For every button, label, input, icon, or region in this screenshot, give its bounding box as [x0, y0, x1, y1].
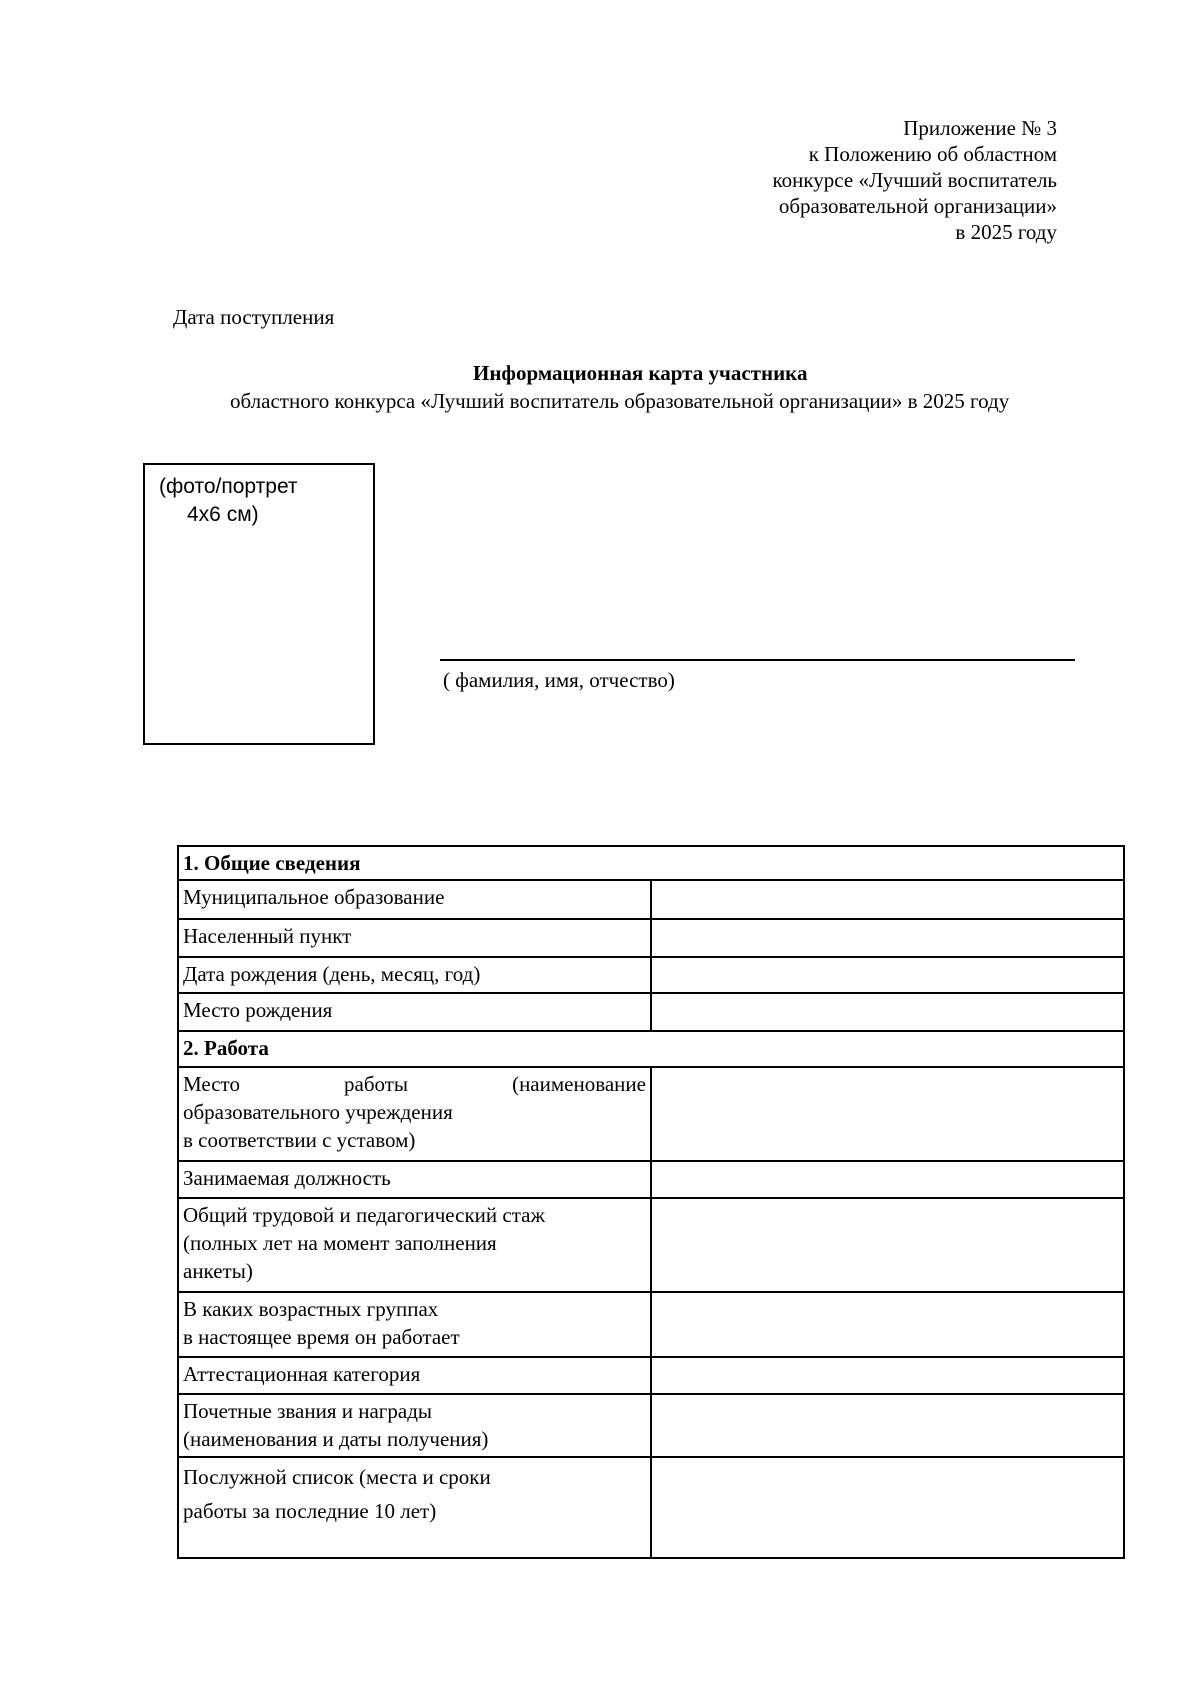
- answer-cell[interactable]: [651, 1292, 1124, 1357]
- word: (наименование: [512, 1072, 646, 1096]
- table-row: [178, 957, 1124, 993]
- answer-cell[interactable]: [651, 919, 1124, 957]
- awards-line-1: Почетные звания и награды: [183, 1399, 433, 1423]
- section-title-work: 2. Работа: [178, 1031, 1124, 1067]
- table-row: [178, 919, 1124, 957]
- row-label: Аттестационная категория: [178, 1357, 651, 1394]
- workplace-line-3: в соответствии с уставом): [183, 1128, 416, 1152]
- section-row: [178, 846, 1124, 880]
- section-row: [178, 1031, 1124, 1067]
- table-row: [178, 993, 1124, 1031]
- service-record-line-1: Послужной список (места и сроки: [183, 1465, 491, 1489]
- answer-cell[interactable]: [651, 1357, 1124, 1394]
- appendix-line: в 2025 году: [955, 220, 1057, 244]
- age-groups-line-1: В каких возрастных группах: [183, 1297, 439, 1321]
- answer-cell[interactable]: [651, 957, 1124, 993]
- full-name-field-line[interactable]: [440, 659, 1075, 661]
- page-title: Информационная карта участника: [473, 361, 808, 385]
- row-label: Дата рождения (день, месяц, год): [178, 957, 651, 993]
- photo-label: (фото/портрет: [159, 475, 298, 498]
- row-label: Муниципальное образование: [178, 880, 651, 919]
- answer-cell[interactable]: [651, 993, 1124, 1031]
- table-row: [178, 1292, 1124, 1357]
- service-record-line-2: работы за последние 10 лет): [183, 1499, 437, 1523]
- row-label-workplace: [178, 1067, 651, 1161]
- experience-line-2: (полных лет на момент заполнения: [183, 1231, 497, 1255]
- section-title-general: 1. Общие сведения: [178, 846, 1124, 880]
- appendix-header: [773, 115, 1057, 245]
- appendix-line: к Положению об областном: [808, 142, 1057, 166]
- info-table: [177, 845, 1125, 1559]
- table-row: [178, 1394, 1124, 1457]
- word: Место: [183, 1072, 240, 1096]
- row-label: Населенный пункт: [178, 919, 651, 957]
- appendix-line: образовательной организации»: [778, 194, 1057, 218]
- page-subtitle: областного конкурса «Лучший воспитатель образовательной организации» в 2025 году: [230, 389, 1010, 413]
- receipt-date-label: Дата поступления: [173, 305, 335, 329]
- photo-placeholder: [143, 463, 375, 745]
- awards-line-2: (наименования и даты получения): [183, 1427, 489, 1451]
- row-label: Место рождения: [178, 993, 651, 1031]
- row-label: Занимаемая должность: [178, 1161, 651, 1198]
- table-row: [178, 1357, 1124, 1394]
- table-row: [178, 1161, 1124, 1198]
- row-label-experience: [178, 1198, 651, 1292]
- full-name-caption: ( фамилия, имя, отчество): [443, 668, 675, 692]
- photo-size-label: 4х6 см): [187, 503, 259, 526]
- answer-cell[interactable]: [651, 1198, 1124, 1292]
- table-row: [178, 1067, 1124, 1161]
- word: работы: [344, 1072, 409, 1096]
- row-label-service-record: [178, 1457, 651, 1558]
- appendix-line: Приложение № 3: [903, 116, 1057, 140]
- table-row: [178, 1198, 1124, 1292]
- workplace-line-2: образовательного учреждения: [183, 1100, 453, 1124]
- workplace-line-1: [183, 1070, 646, 1098]
- answer-cell[interactable]: [651, 1067, 1124, 1161]
- row-label-age-groups: [178, 1292, 651, 1357]
- answer-cell[interactable]: [651, 1457, 1124, 1558]
- table-row: [178, 1457, 1124, 1558]
- answer-cell[interactable]: [651, 1161, 1124, 1198]
- row-label-awards: [178, 1394, 651, 1457]
- table-row: [178, 880, 1124, 919]
- answer-cell[interactable]: [651, 1394, 1124, 1457]
- experience-line-3: анкеты): [183, 1259, 253, 1283]
- experience-line-1: Общий трудовой и педагогический стаж: [183, 1203, 545, 1227]
- appendix-line: конкурсе «Лучший воспитатель: [772, 168, 1057, 192]
- answer-cell[interactable]: [651, 880, 1124, 919]
- age-groups-line-2: в настоящее время он работает: [183, 1325, 460, 1349]
